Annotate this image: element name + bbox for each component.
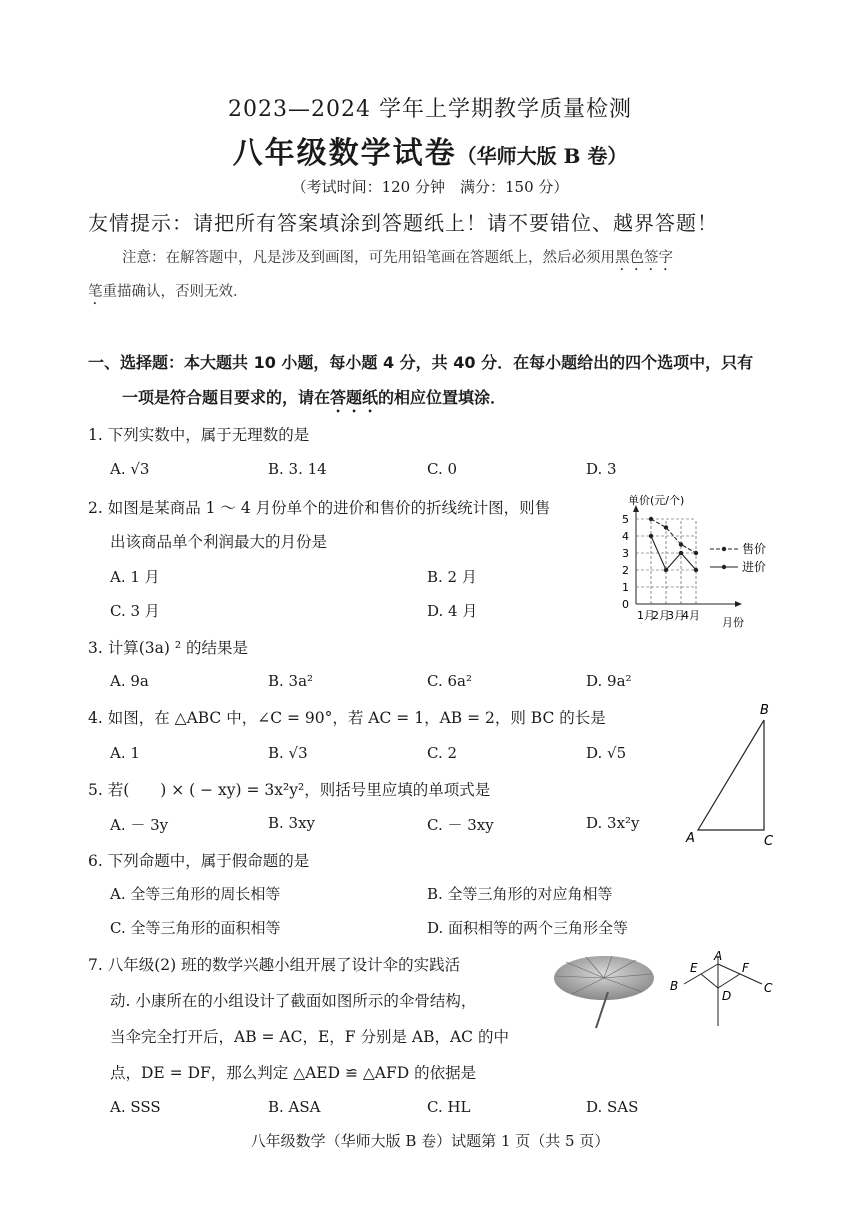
note-line-1 xyxy=(122,246,673,274)
exam-info: （考试时间：120 分钟 满分：150 分） xyxy=(291,178,569,196)
question-7-stem-2: 动. 小康所在的小组设计了截面如图所示的伞骨结构， xyxy=(110,992,477,1010)
section-text-2: 的相应位置填涂． xyxy=(378,388,507,407)
q3-option-c: C. 6a² xyxy=(427,672,472,690)
q7-option-b: B. ASA xyxy=(268,1098,321,1116)
label-b: B xyxy=(670,979,679,993)
series-point-0 xyxy=(694,551,698,555)
q1-option-b: B. 3. 14 xyxy=(268,460,327,478)
y-tick-label: 0 xyxy=(622,598,629,611)
section-heading-line-2 xyxy=(122,385,506,416)
q5-option-c: C. － 3xy xyxy=(427,816,494,834)
paper-edition: （华师大版 B 卷） xyxy=(456,144,628,168)
q3-option-b: B. 3a² xyxy=(268,672,314,690)
x-axis-label: 月份 xyxy=(722,616,744,629)
q5-option-a: A. － 3y xyxy=(110,816,169,834)
y-tick-label: 5 xyxy=(622,513,629,526)
q2-option-d: D. 4 月 xyxy=(427,602,478,620)
paper-title xyxy=(0,128,860,172)
x-tick-label: 4月 xyxy=(682,609,700,622)
legend-label-1: 进价 xyxy=(742,560,767,574)
note-line-2 xyxy=(88,280,248,308)
vertex-label-b: B xyxy=(760,703,769,718)
q6-option-d: D. 面积相等的两个三角形全等 xyxy=(427,919,629,937)
series-point-0 xyxy=(679,542,683,546)
question-5-stem: 5. 若( ) × ( − xy) = 3x²y²，则括号里应填的单项式是 xyxy=(88,781,491,799)
vertex-label-a: A xyxy=(686,831,695,846)
series-point-0 xyxy=(649,517,653,521)
question-7-stem-1: 7. 八年级(2) 班的数学兴趣小组开展了设计伞的实践活 xyxy=(88,956,461,974)
note-emphasis-2: 笔 xyxy=(88,284,103,300)
legend-marker-0 xyxy=(722,547,726,551)
price-line-chart xyxy=(600,492,780,632)
section-text: 一项是符合题目要求的，请在 xyxy=(122,388,331,407)
question-4-stem: 4. 如图，在 △ABC 中，∠C = 90°，若 AC = 1，AB = 2，则 BC 的长是 xyxy=(88,709,606,727)
y-tick-label: 1 xyxy=(622,581,629,594)
note-text: 注意：在解答题中，凡是涉及到画图，可先用铅笔画在答题纸上，然后必须用 xyxy=(122,250,615,266)
y-tick-label: 3 xyxy=(622,547,629,560)
y-axis-label: 单价(元/个) xyxy=(628,494,685,507)
note-emphasis: 黑色签字 xyxy=(615,250,673,266)
q4-option-c: C. 2 xyxy=(427,744,458,762)
q2-option-b: B. 2 月 xyxy=(427,568,477,586)
x-tick-label: 1月 xyxy=(637,609,655,622)
q1-option-c: C. 0 xyxy=(427,460,458,478)
q3-option-a: A. 9a xyxy=(110,672,149,690)
paper-title-main: 八年级数学试卷 xyxy=(232,136,457,171)
q4-option-a: A. 1 xyxy=(110,744,140,762)
q6-option-b: B. 全等三角形的对应角相等 xyxy=(427,885,613,903)
triangle-figure xyxy=(680,700,790,850)
label-c: C xyxy=(764,981,773,995)
legend-marker-1 xyxy=(722,565,726,569)
q1-option-d: D. 3 xyxy=(586,460,617,478)
q4-option-b: B. √3 xyxy=(268,744,308,762)
legend-label-0: 售价 xyxy=(742,542,767,556)
section-emphasis: 答题纸 xyxy=(330,388,379,407)
q6-option-a: A. 全等三角形的周长相等 xyxy=(110,885,281,903)
q5-option-b: B. 3xy xyxy=(268,814,316,832)
question-1-stem: 1. 下列实数中，属于无理数的是 xyxy=(88,426,310,444)
q6-option-c: C. 全等三角形的面积相等 xyxy=(110,919,281,937)
note-text-2: 重描确认，否则无效． xyxy=(102,284,248,300)
question-6-stem: 6. 下列命题中，属于假命题的是 xyxy=(88,852,310,870)
series-point-0 xyxy=(664,525,668,529)
question-3-stem: 3. 计算(3a) ² 的结果是 xyxy=(88,639,248,657)
q4-option-d: D. √5 xyxy=(586,744,627,762)
x-tick-label: 3月 xyxy=(667,609,685,622)
q7-option-a: A. SSS xyxy=(110,1098,161,1116)
question-7-stem-4: 点，DE = DF，那么判定 △AED ≌ △AFD 的依据是 xyxy=(110,1064,477,1082)
label-a: A xyxy=(714,950,723,963)
exam-title: 2023—2024 学年上学期教学质量检测 xyxy=(228,97,632,122)
label-f: F xyxy=(742,961,749,975)
series-point-1 xyxy=(649,534,653,538)
q5-option-d: D. 3x²y xyxy=(586,814,640,832)
y-tick-label: 4 xyxy=(622,530,629,543)
q7-option-c: C. HL xyxy=(427,1098,471,1116)
question-2-stem-2: 出该商品单个利润最大的月份是 xyxy=(110,533,328,551)
q1-option-a: A. √3 xyxy=(110,460,150,478)
question-7-stem-3: 当伞完全打开后，AB = AC，E，F 分别是 AB，AC 的中 xyxy=(110,1028,509,1046)
y-tick-label: 2 xyxy=(622,564,629,577)
series-point-1 xyxy=(679,551,683,555)
friendly-tip: 友情提示：请把所有答案填涂到答题纸上！请不要错位、越界答题！ xyxy=(88,211,718,235)
label-d: D xyxy=(722,989,732,1003)
q2-option-c: C. 3 月 xyxy=(110,602,160,620)
q3-option-d: D. 9a² xyxy=(586,672,632,690)
umbrella-photo xyxy=(552,952,657,1032)
x-tick-label: 2月 xyxy=(652,609,670,622)
series-point-1 xyxy=(694,568,698,572)
umbrella-diagram xyxy=(664,950,784,1030)
vertex-label-c: C xyxy=(764,834,774,849)
page-footer: 八年级数学（华师大版 B 卷）试题第 1 页（共 5 页） xyxy=(250,1132,610,1150)
x-axis-arrow xyxy=(735,601,742,607)
triangle-abc xyxy=(698,720,764,830)
q2-option-a: A. 1 月 xyxy=(110,568,160,586)
series-point-1 xyxy=(664,568,668,572)
question-2-stem-1: 2. 如图是某商品 1 ～ 4 月份单个的进价和售价的折线统计图，则售 xyxy=(88,499,551,517)
section-heading-line-1: 一、选择题：本大题共 10 小题，每小题 4 分，共 40 分．在每小题给出的四个选项中，只有 xyxy=(88,353,754,372)
label-e: E xyxy=(690,961,698,975)
q7-option-d: D. SAS xyxy=(586,1098,639,1116)
